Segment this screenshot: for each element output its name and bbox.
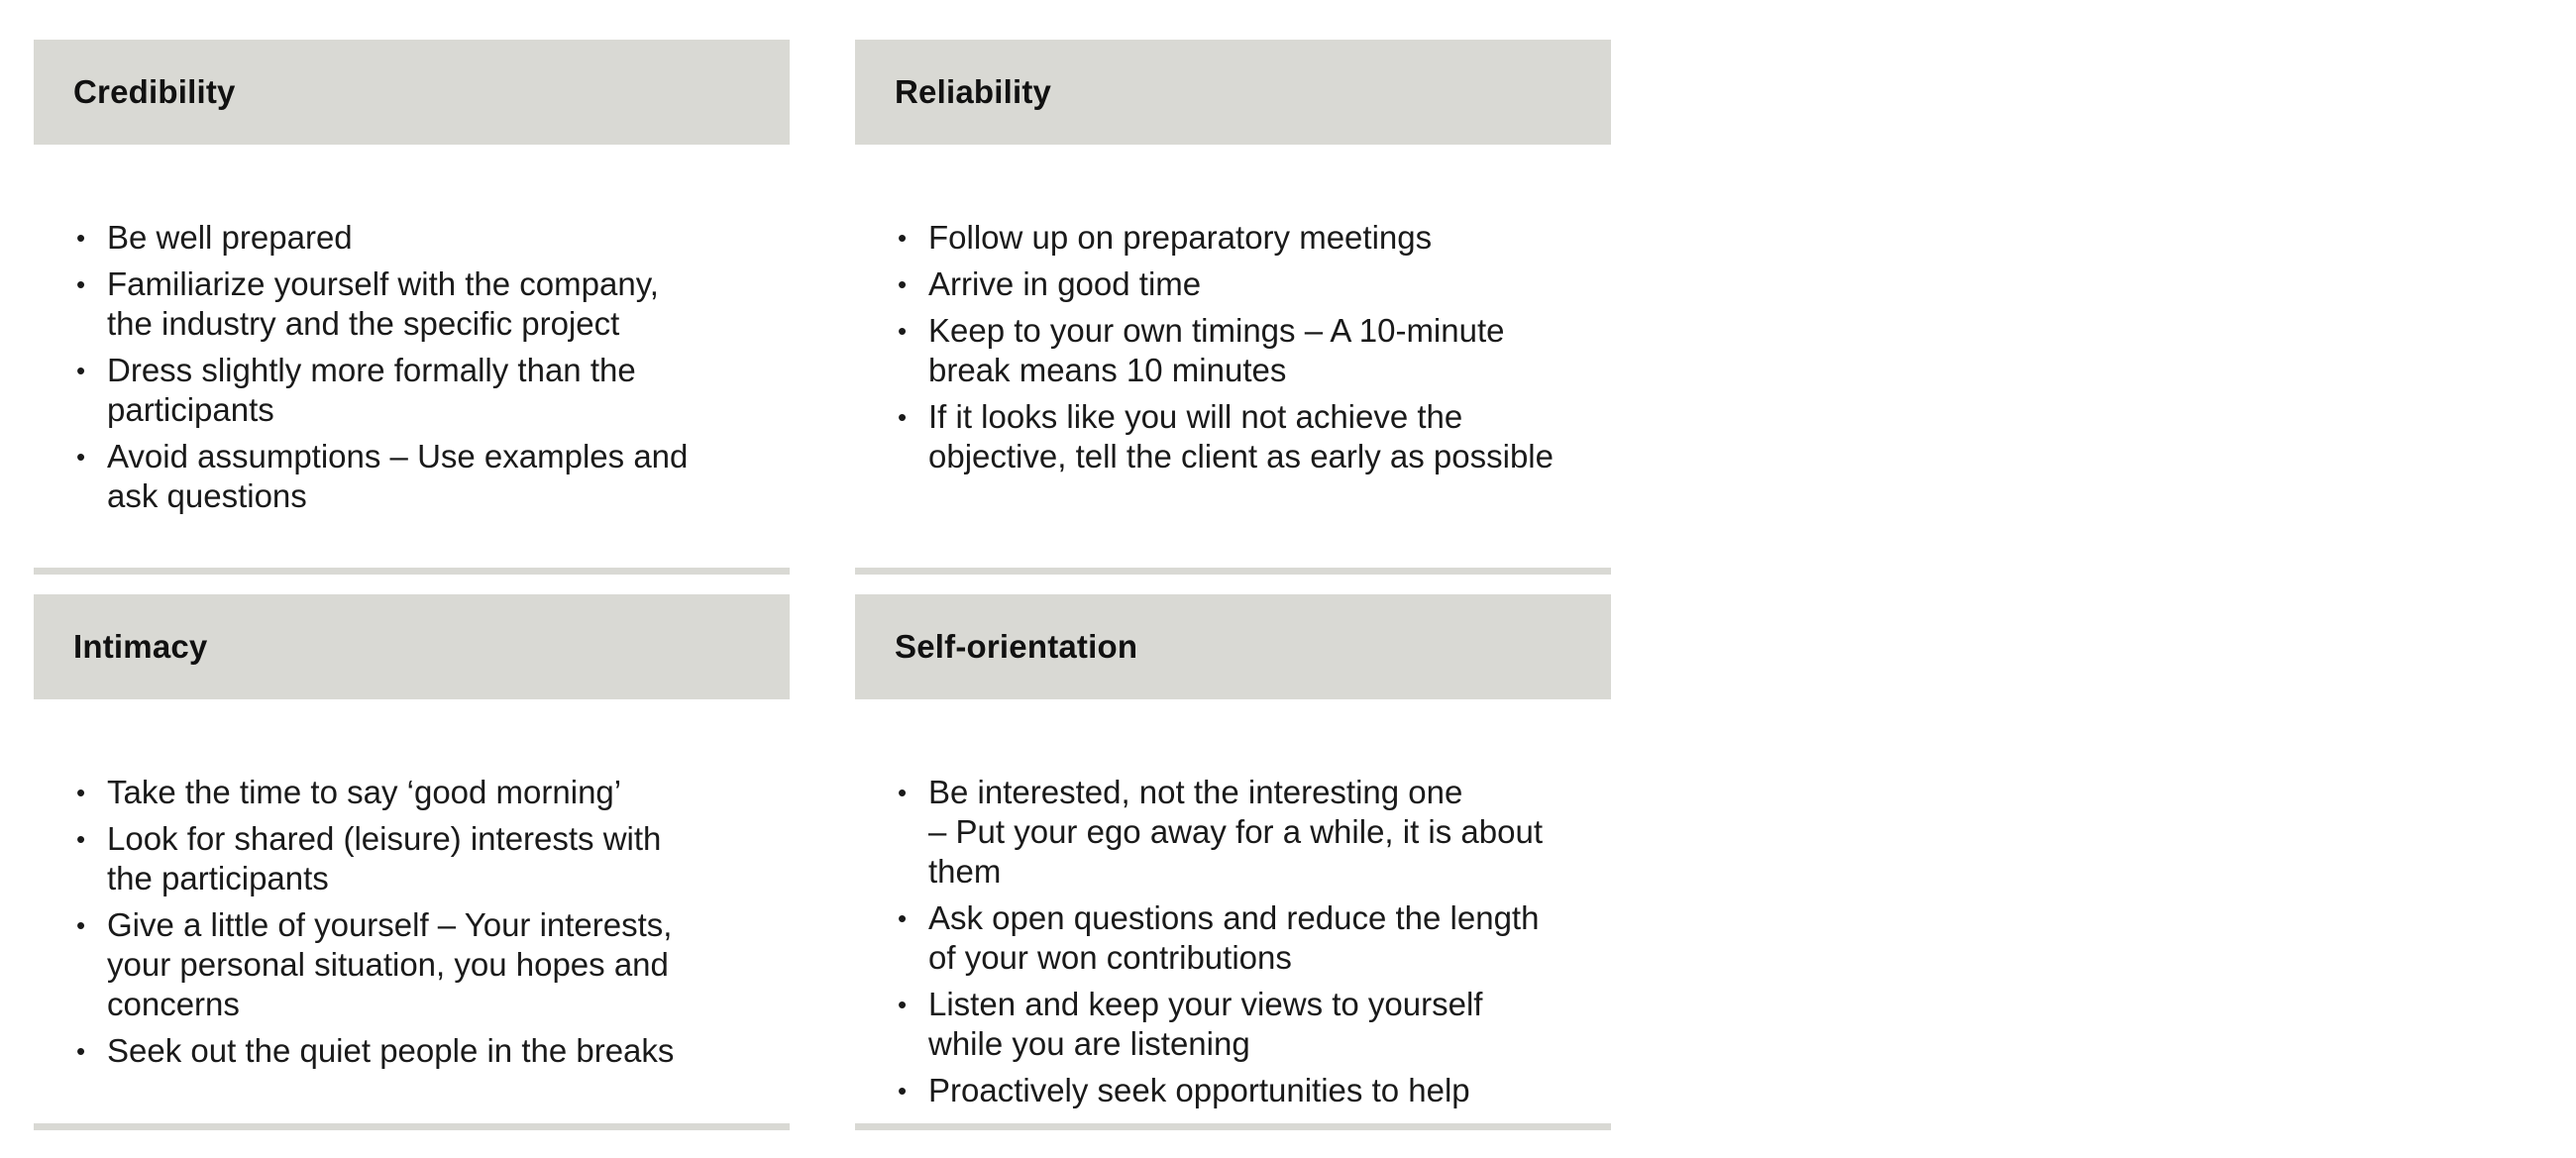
bullet-icon: • [898,903,908,933]
card-title: Self-orientation [895,628,1138,665]
list-item [855,898,1611,978]
bullet-icon: • [898,316,908,346]
list-item-text: Dress slightly more formally than the participants [107,352,636,428]
bullet-list [34,699,790,1071]
list-item-text: If it looks like you will not achieve the objective, tell the client as early as possible [928,398,1554,474]
bullet-list [34,145,790,516]
list-item [34,773,790,812]
list-item [855,1071,1611,1110]
bullet-list [855,699,1611,1110]
list-item [855,264,1611,304]
list-item [34,1031,790,1071]
card-header [855,594,1611,699]
bullet-icon: • [898,990,908,1019]
list-item-text: Follow up on preparatory meetings [928,219,1433,256]
list-item [855,311,1611,390]
list-item-text: Arrive in good time [928,265,1202,302]
list-item [855,773,1611,892]
list-item-text: Proactively seek opportunities to help [928,1072,1470,1108]
bullet-icon: • [898,1076,908,1105]
card-title: Intimacy [73,628,208,665]
card-body [855,145,1611,575]
bullet-icon: • [76,910,86,940]
bullet-icon: • [76,442,86,472]
list-item-text: Keep to your own timings – A 10-minute break means 10 minutes [928,312,1505,388]
card-bottom-rule [855,1123,1611,1130]
card-header [34,594,790,699]
list-item [34,218,790,258]
card-body [34,145,790,575]
list-item [34,905,790,1024]
list-item-text: Seek out the quiet people in the breaks [107,1032,675,1069]
card-credibility [34,40,790,575]
list-item-text: Look for shared (leisure) interests with the participants [107,820,662,896]
list-item-text: Listen and keep your views to yourself while you are listening [928,986,1483,1062]
bullet-list [855,145,1611,476]
list-item-text: Be well prepared [107,219,353,256]
list-item [34,819,790,898]
bullet-icon: • [898,402,908,432]
card-title: Reliability [895,73,1052,110]
card-header [855,40,1611,145]
list-item-text: Avoid assumptions – Use examples and ask questions [107,438,689,514]
bullet-icon: • [76,356,86,385]
bullet-icon: • [898,269,908,299]
bullet-icon: • [76,778,86,807]
card-self-orientation [855,594,1611,1130]
list-item [855,218,1611,258]
card-reliability [855,40,1611,575]
list-item-text: Take the time to say ‘good morning’ [107,774,622,810]
card-body [34,699,790,1130]
bullet-icon: • [76,223,86,253]
card-title: Credibility [73,73,236,110]
card-header [34,40,790,145]
card-intimacy [34,594,790,1130]
list-item [34,437,790,516]
list-item-text: Ask open questions and reduce the length of your won contributions [928,899,1540,976]
card-bottom-rule [34,1123,790,1130]
list-item [855,397,1611,476]
bullet-icon: • [898,223,908,253]
list-item-text: Give a little of yourself – Your interests, your personal situation, you hopes and concerns [107,906,673,1022]
card-body [855,699,1611,1130]
bullet-icon: • [76,824,86,854]
bullet-icon: • [76,269,86,299]
card-bottom-rule [34,568,790,575]
list-item [34,351,790,430]
list-item [34,264,790,344]
list-item-text: Be interested, not the interesting one – Put your ego away for a while, it is about them [928,774,1544,890]
list-item-text: Familiarize yourself with the company, the industry and the specific project [107,265,659,342]
bullet-icon: • [76,1036,86,1066]
card-bottom-rule [855,568,1611,575]
list-item [855,985,1611,1064]
bullet-icon: • [898,778,908,807]
